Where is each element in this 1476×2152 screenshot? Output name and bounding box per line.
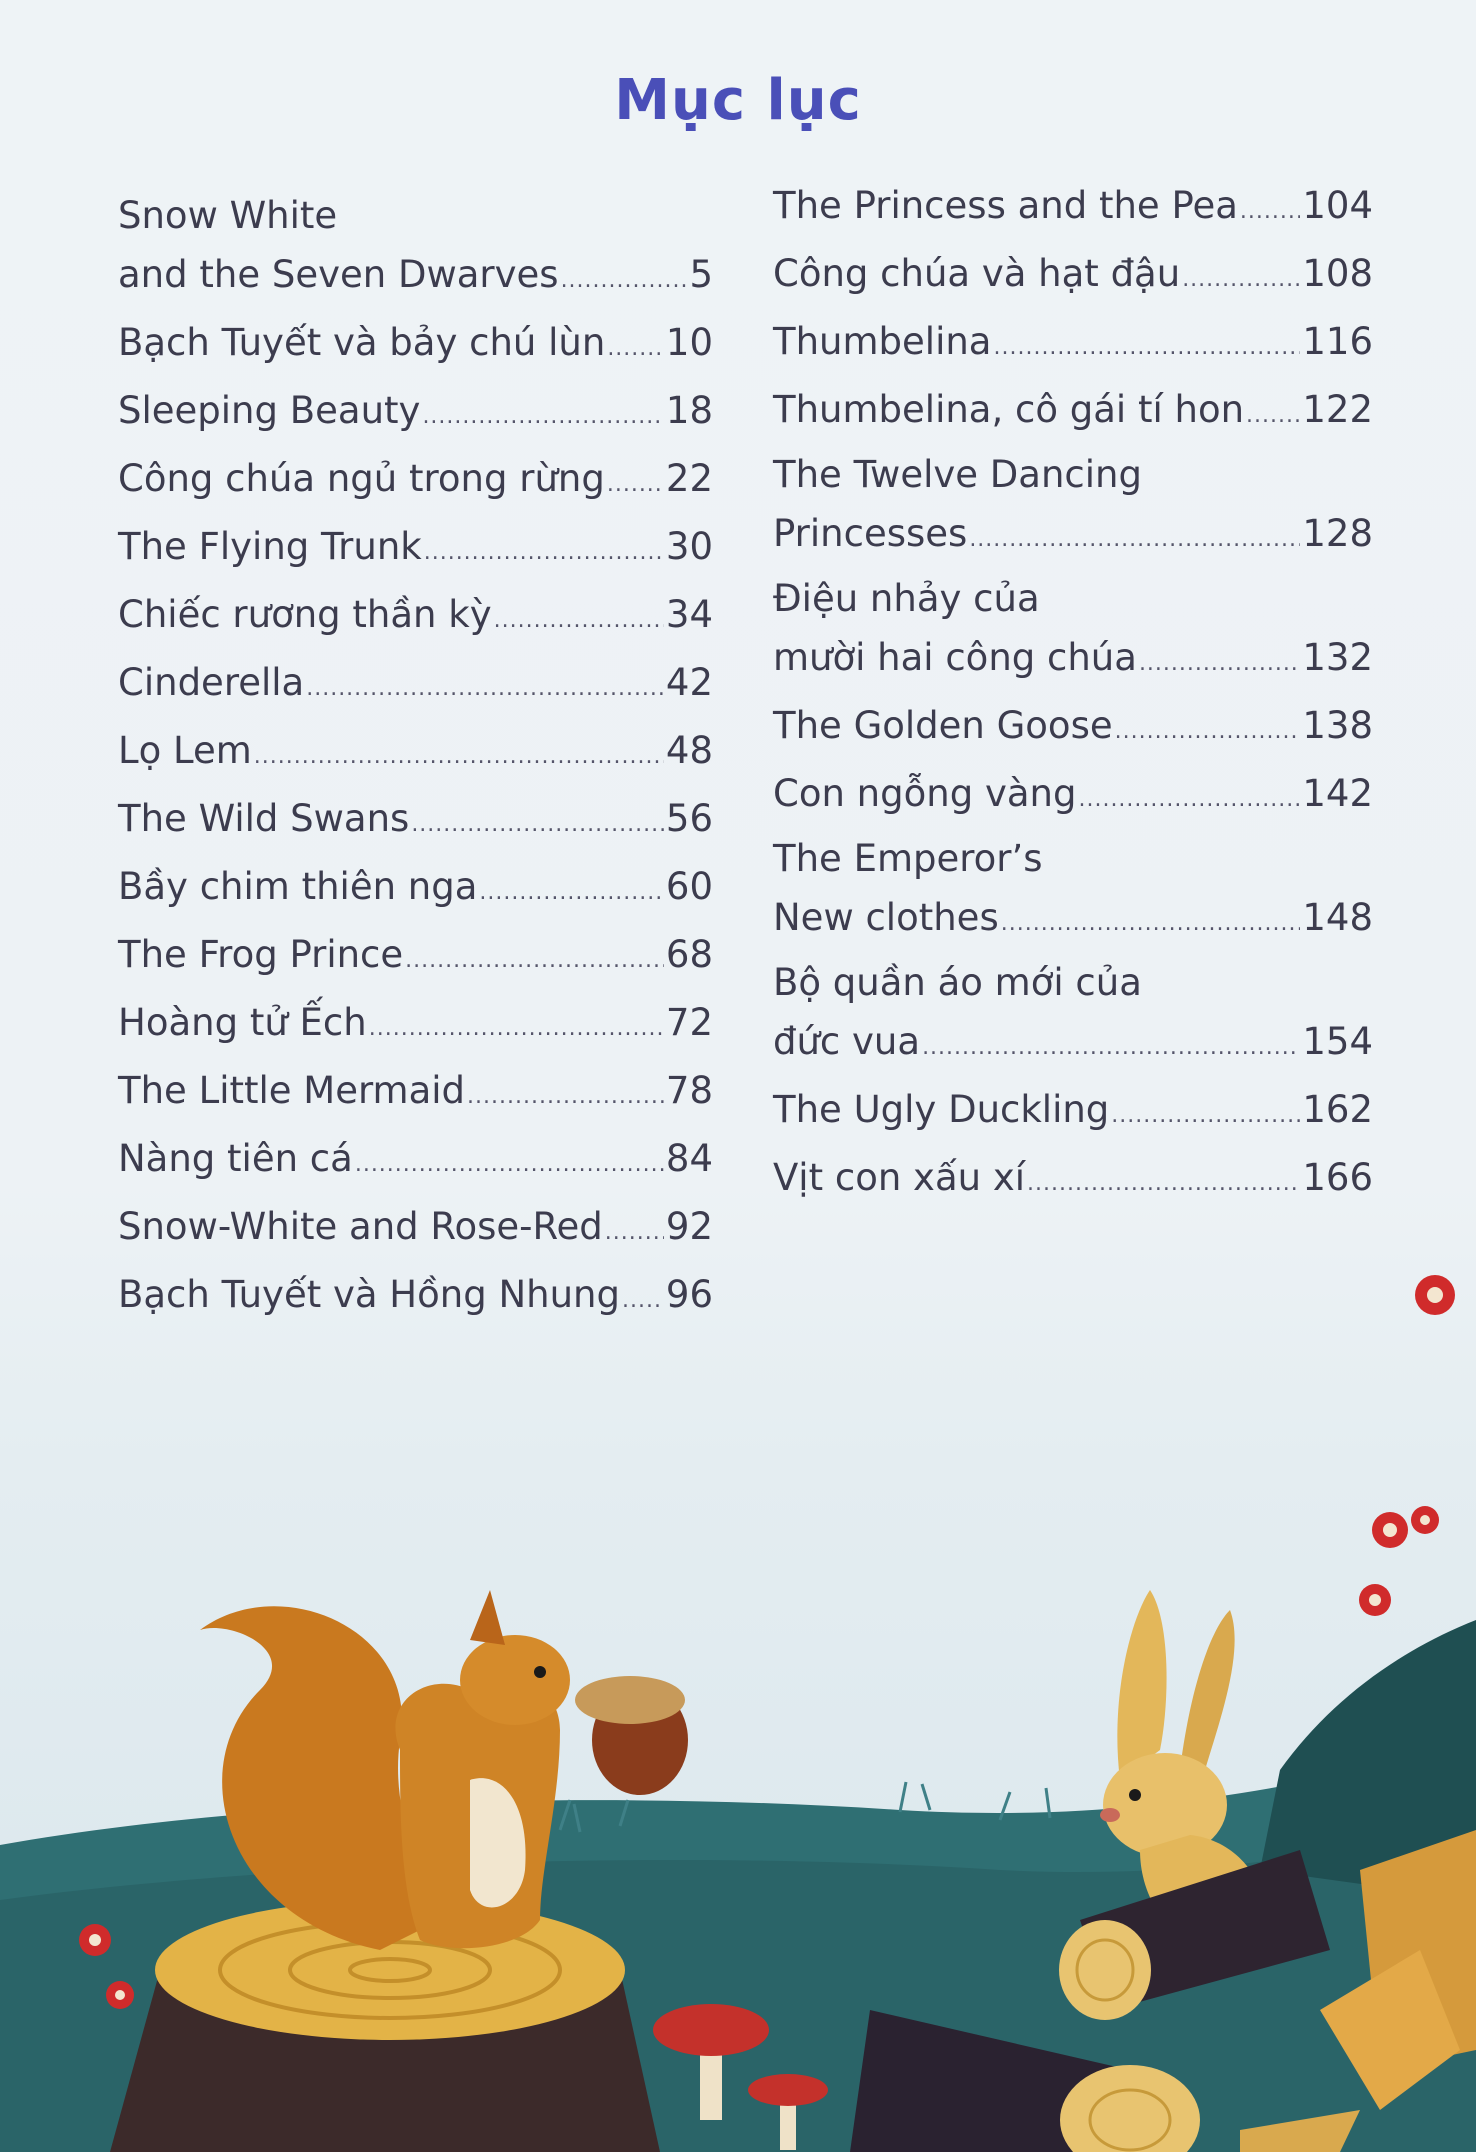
dot-leader [607, 454, 664, 516]
toc-entry[interactable] [773, 955, 1373, 1079]
dot-leader [494, 590, 664, 652]
toc-entry[interactable] [118, 380, 713, 448]
toc-entry-title: Con ngỗng vàng [773, 772, 1077, 815]
toc-left-column [118, 188, 713, 1332]
toc-page-number: 78 [665, 1069, 713, 1112]
dot-leader [622, 1270, 664, 1332]
dot-leader [1182, 249, 1300, 311]
toc-page-number: 60 [665, 865, 713, 908]
toc-entry-title-line1: Điệu nhảy của [773, 577, 1040, 620]
toc-entry[interactable] [118, 448, 713, 516]
toc-page-number: 68 [665, 933, 713, 976]
toc-page-number: 128 [1302, 512, 1373, 555]
dot-leader [424, 522, 664, 584]
toc-page-number: 122 [1302, 388, 1373, 431]
toc-entry-title: The Wild Swans [118, 797, 410, 840]
toc-entry[interactable] [118, 924, 713, 992]
dot-leader [605, 1202, 664, 1264]
toc-page-number: 42 [665, 661, 713, 704]
toc-page-number: 108 [1302, 252, 1373, 295]
dot-leader [969, 509, 1300, 571]
toc-entry-title: Thumbelina, cô gái tí hon [773, 388, 1245, 431]
flower-icon [1410, 1270, 1460, 1320]
dot-leader [479, 862, 663, 924]
toc-entry[interactable] [118, 1264, 713, 1332]
dot-leader [405, 930, 664, 992]
toc-entry-title: The Little Mermaid [118, 1069, 466, 1112]
toc-entry[interactable] [118, 516, 713, 584]
dot-leader [1240, 181, 1300, 243]
toc-entry-title: Hoàng tử Ếch [118, 1001, 367, 1044]
dot-leader [1027, 1153, 1300, 1215]
toc-page-number: 72 [665, 1001, 713, 1044]
toc-entry-title: Sleeping Beauty [118, 389, 421, 432]
toc-entry-title: Vịt con xấu xí [773, 1156, 1026, 1199]
toc-entry[interactable] [773, 763, 1373, 831]
toc-page-number: 148 [1302, 896, 1373, 939]
toc-page-number: 142 [1302, 772, 1373, 815]
toc-entry[interactable] [118, 652, 713, 720]
toc-page-number: 104 [1302, 184, 1373, 227]
toc-right-column [773, 175, 1373, 1215]
toc-page-number: 138 [1302, 704, 1373, 747]
toc-entry-title: Công chúa và hạt đậu [773, 252, 1181, 295]
toc-entry-title: Nàng tiên cá [118, 1137, 353, 1180]
toc-page-number: 48 [665, 729, 713, 772]
toc-entry[interactable] [773, 175, 1373, 243]
toc-entry-title: Bạch Tuyết và bảy chú lùn [118, 321, 606, 364]
dot-leader [1246, 385, 1300, 447]
dot-leader [1001, 893, 1301, 955]
dot-leader [1115, 701, 1301, 763]
toc-entry[interactable] [773, 1079, 1373, 1147]
toc-page-number: 132 [1302, 636, 1373, 679]
dot-leader [1139, 633, 1300, 695]
toc-entry[interactable] [118, 584, 713, 652]
toc-entry[interactable] [773, 379, 1373, 447]
toc-page-number: 56 [665, 797, 713, 840]
toc-entry-title: Bầy chim thiên nga [118, 865, 478, 908]
toc-entry-title: đức vua [773, 1020, 921, 1063]
dot-leader [254, 726, 664, 788]
toc-entry-title: mười hai công chúa [773, 636, 1137, 679]
toc-entry[interactable] [773, 695, 1373, 763]
toc-entry-title: The Flying Trunk [118, 525, 422, 568]
toc-entry[interactable] [118, 788, 713, 856]
dot-leader [607, 318, 664, 380]
toc-page-number: 22 [665, 457, 713, 500]
toc-entry[interactable] [118, 1128, 713, 1196]
toc-page-number: 166 [1302, 1156, 1373, 1199]
toc-entry-title: The Princess and the Pea [773, 184, 1238, 227]
toc-entry-title: The Ugly Duckling [773, 1088, 1110, 1131]
dot-leader [1111, 1085, 1300, 1147]
toc-entry-title: Lọ Lem [118, 729, 252, 772]
toc-page-number: 96 [665, 1273, 713, 1316]
toc-entry[interactable] [118, 856, 713, 924]
toc-entry[interactable] [118, 1060, 713, 1128]
toc-page-number: 34 [665, 593, 713, 636]
toc-entry-title-line1: The Twelve Dancing [773, 453, 1142, 496]
toc-entry-title: Snow-White and Rose-Red [118, 1205, 603, 1248]
toc-entry-title: Thumbelina [773, 320, 992, 363]
dot-leader [993, 317, 1300, 379]
toc-entry[interactable] [118, 720, 713, 788]
toc-entry[interactable] [773, 1147, 1373, 1215]
toc-entry-title: Cinderella [118, 661, 305, 704]
toc-entry-title: Chiếc rương thần kỳ [118, 593, 492, 636]
toc-page-number: 154 [1302, 1020, 1373, 1063]
dot-leader [467, 1066, 664, 1128]
toc-page-number: 162 [1302, 1088, 1373, 1131]
toc-page-number: 18 [665, 389, 713, 432]
toc-page-number: 116 [1302, 320, 1373, 363]
toc-entry[interactable] [118, 188, 713, 312]
dot-leader [422, 386, 663, 448]
toc-entry[interactable] [118, 992, 713, 1060]
toc-entry[interactable] [118, 1196, 713, 1264]
toc-entry-title-line1: Bộ quần áo mới của [773, 961, 1142, 1004]
toc-entry-title: Công chúa ngủ trong rừng [118, 457, 605, 500]
page-title: Mục lục [614, 68, 862, 133]
toc-page-number: 5 [689, 253, 713, 296]
toc-entry[interactable] [118, 312, 713, 380]
dot-leader [411, 794, 664, 856]
toc-entry-title: The Frog Prince [118, 933, 404, 976]
toc-page-number: 30 [665, 525, 713, 568]
toc-page-number: 84 [665, 1137, 713, 1180]
toc-entry-title-line1: The Emperor’s [773, 837, 1043, 880]
dot-leader [1078, 769, 1300, 831]
toc-entry[interactable] [773, 831, 1373, 955]
toc-entry-title: Princesses [773, 512, 968, 555]
dot-leader [355, 1134, 664, 1196]
dot-leader [369, 998, 664, 1060]
toc-entry-title-line1: Snow White [118, 194, 338, 237]
toc-entry-title: Bạch Tuyết và Hồng Nhung [118, 1273, 620, 1316]
toc-entry[interactable] [773, 447, 1373, 571]
dot-leader [561, 250, 688, 312]
toc-entry[interactable] [773, 571, 1373, 695]
dot-leader [922, 1017, 1300, 1079]
dot-leader [306, 658, 664, 720]
toc-entry-title: and the Seven Dwarves [118, 253, 559, 296]
toc-page-number: 10 [665, 321, 713, 364]
toc-entry-title: The Golden Goose [773, 704, 1113, 747]
toc-entry-title: New clothes [773, 896, 999, 939]
toc-entry[interactable] [773, 311, 1373, 379]
forest-illustration [0, 1450, 1476, 2152]
toc-entry[interactable] [773, 243, 1373, 311]
toc-page-number: 92 [665, 1205, 713, 1248]
